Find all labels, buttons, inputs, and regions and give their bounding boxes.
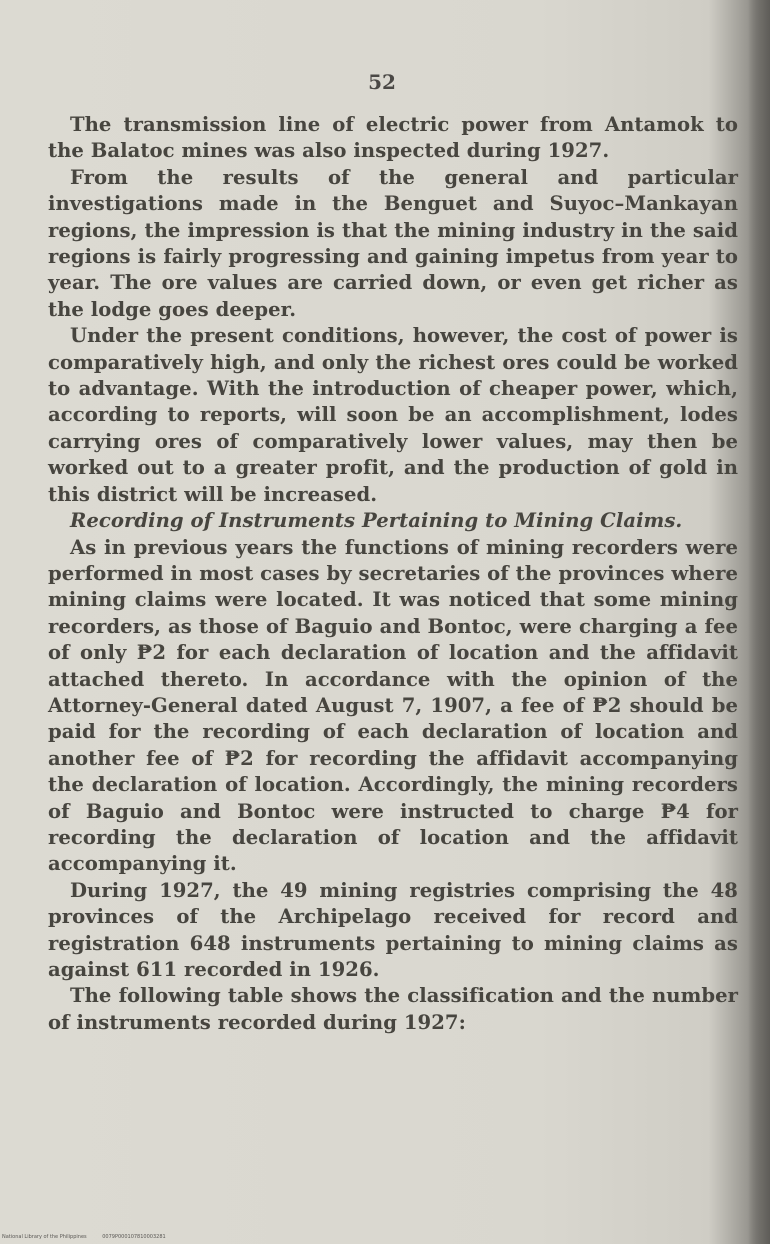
paragraph: Under the present conditions, however, the cost of power is comparatively high, and only the richest ores could be worked to advantage. With the introduction of cheaper power, which, according to reports, will soon be an accomplishment, lodes carrying ores of comparatively lower values, may then be worked out to a greater profit, and the production of gold in this district will be increased. [48,324,738,506]
book-spine-shadow [748,0,770,1244]
paragraph: As in previous years the functions of mining recorders were performed in most cases by secretaries of the provinces where mining claims were located. It was noticed that some mining recorders, as those of Baguio and Bontoc, were charging a fee of only ₱2 for each declaration of location and the affidavit attached thereto. In accordance with the opinion of the Attorney-General dated August 7, 1907, a fee of ₱2 should be paid for the recording of each declaration of location and another fee of ₱2 for recording the affidavit accompanying the declaration of location. Accordingly, the mining recorders of Baguio and Bontoc were instructed to charge ₱4 for recording the declaration of location and the affidavit accompanying it. [48,535,738,876]
paragraph: The following table shows the classification and the number of instruments recorded during 1927: [48,984,738,1034]
paragraph: During 1927, the 49 mining registries comprising the 48 provinces of the Archipelago received for record and registration 648 instruments pertaining to mining claims as against 611 recorded in 1926. [48,878,738,981]
paragraph: The transmission line of electric power from Antamok to the Balatoc mines was also inspected during 1927. [48,113,738,163]
footer-library: National Library of the Philippines [2,1234,87,1240]
body-text [48,112,738,1036]
footer [2,1234,180,1240]
footer-code: 0079P000107810003281 [102,1234,166,1240]
section-heading: Recording of Instruments Pertaining to Mining Claims. [70,509,683,533]
page-number: 52 [368,70,396,94]
paragraph: From the results of the general and particular investigations made in the Benguet and Suyoc–Mankayan regions, the impression is that the mining industry in the said regions is fairly progressing and gaining impetus from year to year. The ore values are carried down, or even get richer as the lodge goes deeper. [48,165,738,321]
